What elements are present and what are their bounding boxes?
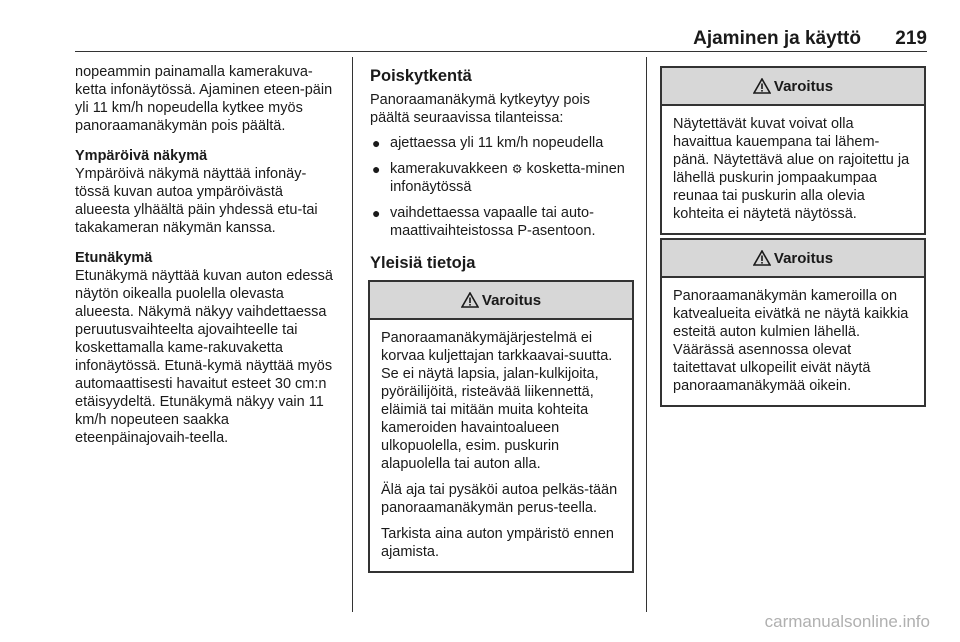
list-item: ● ajettaessa yli 11 km/h nopeudella xyxy=(372,135,604,151)
surround-view-heading: Ympäröivä näkymä xyxy=(75,148,208,164)
warning-box-blind-spots xyxy=(660,238,926,407)
warning-header xyxy=(370,282,632,320)
bullet-icon: ● xyxy=(372,161,381,177)
column-divider-1 xyxy=(352,57,353,612)
list-item: ● vaihdettaessa vapaalle tai auto-maattivaihteistossa P-asentoon. xyxy=(372,205,596,239)
warning-title: Varoitus xyxy=(773,249,834,267)
front-view-heading: Etunäkymä xyxy=(75,250,153,266)
warning-header xyxy=(662,240,924,278)
watermark: carmanualsonline.info xyxy=(764,612,930,631)
warning-body xyxy=(662,278,924,405)
switch-off-intro: Panoraamanäkymä kytkeytyy pois päältä seuraavissa tilanteissa: xyxy=(370,92,591,126)
warning-paragraph: Älä aja tai pysäköi autoa pelkäs-tään panoraamanäkymän perus-teella. xyxy=(381,482,618,516)
chapter-title: Ajaminen ja käyttö xyxy=(693,28,861,49)
header-rule xyxy=(75,51,927,52)
warning-title: Varoitus xyxy=(481,291,542,309)
switch-off-list xyxy=(370,134,632,240)
column-1 xyxy=(75,63,340,459)
bullet-icon: ● xyxy=(372,135,381,151)
bullet-icon: ● xyxy=(372,205,381,221)
page-header xyxy=(75,24,927,50)
front-view-text: Etunäkymä näyttää kuvan auton edessä näytön oikealla puolella olevasta alueesta. Näkymä näkyy vaihdettaessa peruutusvaihteelta ajovaihteelle tai koskettamalla kame-rakuvaketta infonäytössä. Etunä-kymä näyttää myös automaattisesti havaitut esteet 30 cm:n etäisyydeltä. Etunäkymä näkyy vain 11 km/h nopeuteen saakka eteenpäinajovaih-teella. xyxy=(75,268,333,446)
page-number: 219 xyxy=(895,28,927,49)
warning-box-distance xyxy=(660,66,926,235)
camera-settings-icon: ⚙ xyxy=(511,162,523,176)
warning-title: Varoitus xyxy=(773,77,834,95)
warning-triangle-icon xyxy=(753,250,771,266)
warning-triangle-icon xyxy=(461,292,479,308)
warning-paragraph: Panoraamanäkymäjärjestelmä ei korvaa kuljettajan tarkkaavai-suutta. Se ei näytä lapsia, jalan-kulkijoita, pyöräilijöitä, risteävää liikennettä, eläimiä tai mitään muita kohteita kameroiden havaintoalueen ulkopuolella, esim. puskurin alapuolella tai auton alla. xyxy=(381,330,613,472)
switch-off-heading: Poiskytkentä xyxy=(370,67,472,85)
warning-body xyxy=(370,320,632,571)
warning-paragraph: Panoraamanäkymän kameroilla on katvealueita eivätkä ne näytä kaikkia esteitä auton kulmien lähellä. Väärässä asennossa olevat taitettavat ulkopeilit eivät näytä panoraamanäkymää oikein. xyxy=(673,288,909,394)
warning-triangle-icon xyxy=(753,78,771,94)
surround-view-text: Ympäröivä näkymä näyttää infonäy-tössä kuvan autoa ympäröivästä alueesta ylhäältä päin yhdessä etu-tai takakameran näkymän kanssa. xyxy=(75,166,318,236)
column-divider-2 xyxy=(646,57,647,612)
warning-paragraph: Näytettävät kuvat voivat olla havaittua kauempana tai lähem-pänä. Näytettävä alue on rajoitettu ja lähellä puskurin jompaakumpaa reunaa tai puskurin alla olevia kohteita ei näytetä näytössä. xyxy=(673,116,910,222)
warning-paragraph: Tarkista aina auton ympäristö ennen ajamista. xyxy=(381,526,614,560)
warning-header xyxy=(662,68,924,106)
list-item: ● kamerakuvakkeen ⚙ kosketta-minen infonäytössä xyxy=(372,161,625,195)
warning-box-general xyxy=(368,280,634,573)
intro-paragraph: nopeammin painamalla kamerakuva-ketta infonäytössä. Ajaminen eteen-päin yli 11 km/h nopeudella kytkee myös panoraamanäkymän pois päältä. xyxy=(75,64,333,134)
warning-body xyxy=(662,106,924,233)
column-2 xyxy=(370,63,632,278)
general-info-heading: Yleisiä tietoja xyxy=(370,254,476,272)
